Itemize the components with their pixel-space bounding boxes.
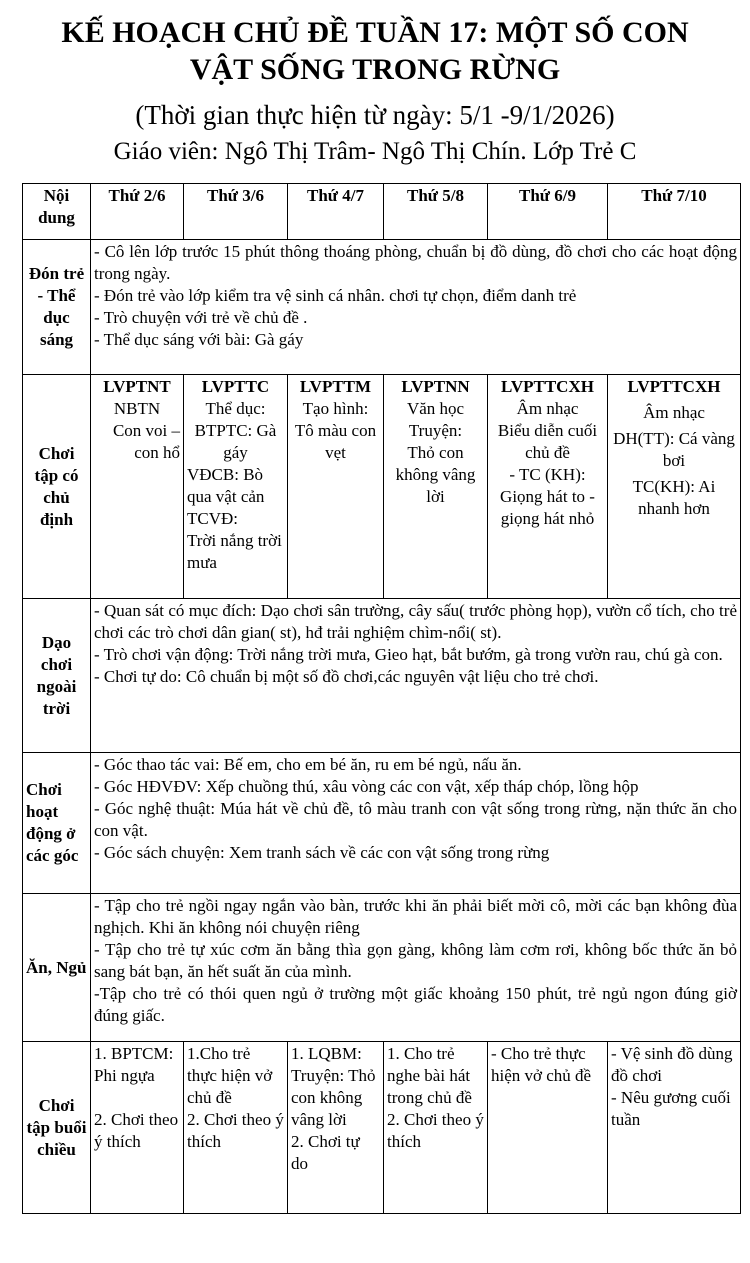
activity-domain: LVPTNT [103, 377, 171, 396]
afternoon-text: 1.Cho trẻ thực hiện vở chủ đề [187, 1044, 273, 1107]
afternoon-text: 1. BPTCM: Phi ngựa [94, 1044, 174, 1085]
activity-text: Thỏ con không vâng lời [395, 443, 476, 506]
activity-cell [488, 375, 608, 599]
row-content [91, 753, 741, 894]
header-day: Thứ 5/8 [384, 184, 488, 240]
activity-text: Tạo hình: [302, 399, 369, 418]
activity-cell [91, 375, 184, 599]
row-content [91, 240, 741, 375]
activity-text: Truyện: [408, 421, 463, 440]
afternoon-cell [488, 1042, 608, 1214]
activity-domain: LVPTTCXH [501, 377, 594, 396]
teacher-info: Giáo viên: Ngô Thị Trâm- Ngô Thị Chín. Lớp Trẻ C [113, 138, 637, 165]
header-row [23, 184, 741, 240]
content-line: - Góc thao tác vai: Bế em, cho em bé ăn, ru em bé ngủ, nấu ăn. [94, 755, 522, 774]
row-content [91, 599, 741, 753]
header-day: Thứ 2/6 [91, 184, 184, 240]
content-line: - Tập cho trẻ tự xúc cơm ăn bằng thìa gọn gàng, không làm cơm rơi, không bốc thức ăn bỏ sang bát bạn, ăn hết suất ăn của mình. [94, 940, 737, 981]
activity-domain: LVPTTM [299, 377, 372, 396]
title-line-2: VẬT SỐNG TRONG RỪNG [189, 53, 561, 86]
afternoon-text: 2. Chơi theo ý thích [387, 1110, 484, 1151]
activity-text: Tô màu con vẹt [294, 421, 377, 462]
afternoon-text: 2. Chơi theo ý thích [187, 1110, 284, 1151]
row-don-tre [23, 240, 741, 375]
content-line: - Thể dục sáng với bài: Gà gáy [94, 330, 304, 349]
row-label: Chơi tập buổi chiều [23, 1042, 91, 1214]
afternoon-cell [288, 1042, 384, 1214]
content-line: - Góc nghệ thuật: Múa hát về chủ đề, tô màu tranh con vật sống trong rừng, nặn thức ăn cho con vật. [94, 799, 737, 840]
header-day: Thứ 6/9 [488, 184, 608, 240]
afternoon-cell [184, 1042, 288, 1214]
plan-title [0, 14, 750, 88]
activity-cell [608, 375, 741, 599]
activity-text: Âm nhạc [643, 403, 705, 422]
header-day: Thứ 3/6 [184, 184, 288, 240]
content-line: - Đón trẻ vào lớp kiểm tra vệ sinh cá nhân. chơi tự chọn, điểm danh trẻ [94, 286, 577, 305]
time-range: (Thời gian thực hiện từ ngày: 5/1 -9/1/2026) [135, 100, 615, 130]
activity-domain: LVPTTC [201, 377, 270, 396]
activity-text: BTPTC: Gà gáy [194, 421, 277, 462]
activity-domain: LVPTNN [401, 377, 470, 396]
activity-cell [184, 375, 288, 599]
activity-text: Âm nhạc [516, 399, 579, 418]
activity-text: Trời nắng trời mưa [187, 531, 282, 572]
content-line: - Góc sách chuyện: Xem tranh sách về các con vật sống trong rừng [94, 843, 550, 862]
afternoon-text: 1. Cho trẻ nghe bài hát trong chủ đề [387, 1044, 472, 1107]
content-line: - Chơi tự do: Cô chuẩn bị một số đồ chơi,các nguyên vật liệu cho trẻ chơi. [94, 667, 599, 686]
content-line: - Quan sát có mục đích: Dạo chơi sân trường, cây sấu( trước phòng họp), vườn cổ tích, cho trẻ chơi các trò chơi dân gian( st), hđ trải nghiệm chìm-nổi( st). [94, 601, 737, 642]
activity-cell [384, 375, 488, 599]
row-dao-choi [23, 599, 741, 753]
row-label: Đón trẻ - Thể dục sáng [23, 240, 91, 375]
header-content: Nội dung [23, 184, 91, 240]
activity-text: Thể dục: [205, 399, 266, 418]
afternoon-text: - Cho trẻ thực hiện vở chủ đề [491, 1044, 592, 1085]
afternoon-text: 2. Chơi theo ý thích [94, 1110, 179, 1151]
row-label: Chơi hoạt động ở các góc [23, 753, 91, 894]
afternoon-cell [608, 1042, 741, 1214]
activity-text: TC(KH): Ai nhanh hơn [632, 477, 716, 518]
activity-text: DH(TT): Cá vàng bơi [613, 429, 735, 470]
afternoon-text: 1. LQBM: Truyện: Thỏ con không vâng lời [291, 1044, 376, 1129]
content-line: - Trò chơi vận động: Trời nắng trời mưa, Gieo hạt, bắt bướm, gà trong vườn rau, chú gà con. [94, 645, 723, 664]
activity-text: NBTN [113, 399, 161, 418]
row-label: Ăn, Ngủ [23, 894, 91, 1042]
afternoon-cell [91, 1042, 184, 1214]
row-chieu [23, 1042, 741, 1214]
activity-text: Văn học [406, 399, 465, 418]
header-day: Thứ 4/7 [288, 184, 384, 240]
activity-text: Con voi – con hổ [112, 421, 180, 462]
activity-cell [288, 375, 384, 599]
content-line: - Tập cho trẻ ngồi ngay ngắn vào bàn, trước khi ăn phải biết mời cô, mời các bạn không đùa nghịch. Khi ăn không nói chuyện riêng [94, 896, 737, 937]
row-content [91, 894, 741, 1042]
row-label: Dạo chơi ngoài trời [23, 599, 91, 753]
activity-text: - TC (KH): Giọng hát to - giọng hát nhỏ [500, 465, 595, 528]
afternoon-spacer [94, 1087, 180, 1109]
activity-domain: LVPTTCXH [627, 377, 721, 396]
activity-text: VĐCB: Bò qua vật cản [187, 465, 265, 506]
row-an-ngu [23, 894, 741, 1042]
afternoon-cell [384, 1042, 488, 1214]
plan-table [22, 183, 741, 1214]
activity-text: TCVĐ: [187, 509, 238, 528]
afternoon-text: - Nêu gương cuối tuần [611, 1088, 731, 1129]
content-line: - Cô lên lớp trước 15 phút thông thoáng phòng, chuẩn bị đồ dùng, đồ chơi cho các hoạt động trong ngày. [94, 242, 737, 283]
activity-text: Biểu diễn cuối chủ đề [497, 421, 598, 462]
row-goc [23, 753, 741, 894]
header-day: Thứ 7/10 [608, 184, 741, 240]
content-line: - Góc HĐVĐV: Xếp chuồng thú, xâu vòng các con vật, xếp tháp chóp, lồng hộp [94, 777, 639, 796]
afternoon-text: - Vệ sinh đồ dùng đồ chơi [611, 1044, 733, 1085]
title-line-1: KẾ HOẠCH CHỦ ĐỀ TUẦN 17: MỘT SỐ CON [61, 16, 689, 49]
content-line: - Trò chuyện với trẻ về chủ đề . [94, 308, 308, 327]
content-line: -Tập cho trẻ có thói quen ngủ ở trường một giấc khoảng 150 phút, trẻ ngủ ngon đúng giờ đúng giấc. [94, 984, 737, 1025]
afternoon-text: 2. Chơi tự do [291, 1132, 360, 1173]
row-label: Chơi tập có chủ định [23, 375, 91, 599]
row-choi-tap [23, 375, 741, 599]
